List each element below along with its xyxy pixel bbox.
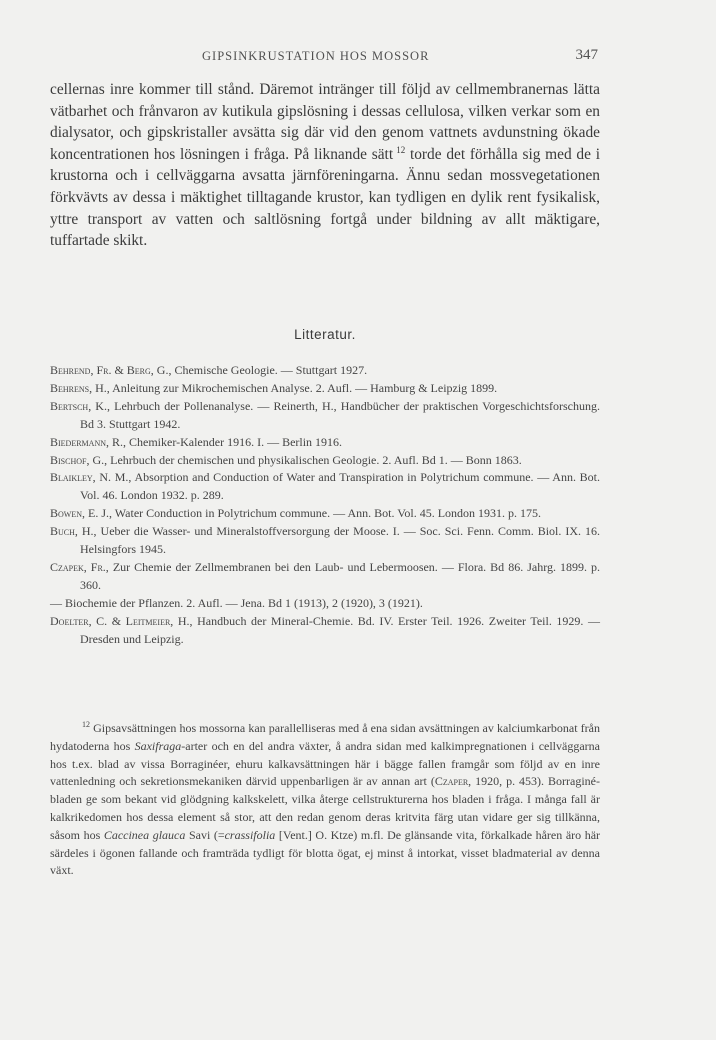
body-text-part-1: cellernas inre kommer till stånd. Däremot intränger till följd av cellmembranernas lätta vätbarhet och frånvaron av kutikula gipslösning i dessas cellulosa, vilken verkar som en dialysator, och gipskristaller avsätta sig där vid den genom vattnets avdunstning ökade koncentrationen hos lösningen i fråga. På liknande sätt	[50, 81, 600, 163]
reference-item	[50, 595, 600, 613]
page-header	[50, 49, 600, 69]
reference-item	[50, 398, 600, 434]
footnote-number: 12	[82, 720, 90, 729]
reference-text: Ueber die Wasser- und Mineralstoffversorgung der Moose. I. — Soc. Sci. Fenn. Comm. Biol. IX. 16. Helsingfors 1945.	[80, 524, 600, 557]
footnote-text: Gipsavsättningen hos mossorna kan parallelliseras med å ena sidan avsättningen av kalciumkarbonat från hydatoderna hos	[50, 721, 600, 753]
footnote-italic-genus: Saxifraga	[134, 738, 182, 753]
page-number: 347	[575, 47, 598, 63]
footnote	[50, 720, 600, 880]
reference-item	[50, 362, 600, 380]
reference-item	[50, 434, 600, 452]
reference-author: —	[50, 595, 62, 610]
reference-item	[50, 613, 600, 649]
reference-text: Chemiker-Kalender 1916. I. — Berlin 1916.	[129, 434, 343, 449]
reference-item	[50, 380, 600, 398]
section-title: Litteratur.	[294, 327, 356, 342]
reference-item	[50, 469, 600, 505]
reference-item	[50, 559, 600, 595]
reference-author: Buch, H.,	[50, 524, 97, 539]
reference-author: Czapek, Fr.,	[50, 559, 109, 574]
reference-author: Behrend, Fr. & Berg, G.,	[50, 363, 172, 377]
footnote-text: -arter och en del andra växter, å andra sidan med kalkimpregnationen i cellväggarna hos t.ex. blad av vissa Borraginéer, ehuru kalkavsättningen här i bägge fallen framgår som följd av en inre vattenledning och sekretionsmekaniken därvid uppenbarligen är av annan art (	[50, 738, 600, 789]
reference-author: Blaikley, N. M.,	[50, 470, 132, 485]
body-paragraph	[50, 79, 600, 252]
reference-text: Biochemie der Pflanzen. 2. Aufl. — Jena. Bd 1 (1913), 2 (1920), 3 (1921).	[65, 595, 423, 610]
reference-author: Bertsch, K.,	[50, 398, 110, 413]
reference-list	[50, 362, 600, 649]
footnote-text: [Vent.] O. Ktze) m.fl. De glänsande vita, förkalkade håren äro här särdeles i ögonen fallande och framträda tydligt för blotta ögat, ej minst å intorkat, visset bladmaterial av denna växt.	[50, 827, 601, 878]
footnote-text: , 1920, p. 453). Borraginé-bladen ge som bekant vid glödgning kalkskelett, vilka återge cellstrukturerna hos bladen i fråga. I många fall är kalkrikedomen hos dessa element så stor, att den redan genom deras kritvita färg utan vidare ger sig tillkänna, såsom hos	[50, 774, 600, 842]
running-title: GIPSINKRUSTATION HOS MOSSOR	[202, 49, 430, 63]
reference-text: Absorption and Conduction of Water and Transpiration in Polytrichum commune. — Ann. Bot. Vol. 46. London 1932. p. 289.	[80, 470, 600, 503]
reference-text: Anleitung zur Mikrochemischen Analyse. 2. Aufl. — Hamburg & Leipzig 1899.	[112, 380, 498, 395]
reference-text: Water Conduction in Polytrichum commune. — Ann. Bot. Vol. 45. London 1931. p. 175.	[114, 506, 542, 521]
reference-text: Zur Chemie der Zellmembranen bei den Laub- und Lebermoosen. — Flora. Bd 86. Jahrg. 1899. p. 360.	[80, 559, 601, 592]
footnote-author: Czaper	[434, 774, 469, 789]
reference-author: Bischof, G.,	[50, 452, 108, 467]
reference-author: Doelter, C. & Leitmeier, H.,	[50, 613, 193, 628]
reference-text: Lehrbuch der chemischen und physikalischen Geologie. 2. Aufl. Bd 1. — Bonn 1863.	[110, 452, 522, 467]
reference-item	[50, 505, 600, 523]
footnote-italic-synonym: crassifolia	[224, 827, 276, 842]
reference-author: Behrens, H.,	[50, 380, 110, 395]
body-text-part-2: torde det förhålla sig med de i krustorna och i cellväggarna avsatta järnföreningarna. Ännu sedan mossvegetationen förkvävts av dessa i mäktighet tilltagande krustor, kan tydligen en dylik rent fysikalisk, yttre transport av vatten och saltlösning fortgå under bildning av allt mäktigare, tuffartade skikt.	[50, 145, 600, 250]
footnote-reference: 12	[396, 144, 406, 155]
footnote-italic-species: Caccinea glauca	[103, 827, 186, 842]
footnote-text: Savi (=	[188, 827, 225, 842]
reference-author: Bowen, E. J.,	[50, 506, 112, 521]
reference-text: Handbuch der Mineral-Chemie. Bd. IV. Erster Teil. 1926. Zweiter Teil. 1929. — Dresden und Leipzig.	[80, 613, 601, 646]
reference-text: Chemische Geologie. — Stuttgart 1927.	[174, 363, 368, 377]
reference-text: Lehrbuch der Pollenanalyse. — Reinerth, H., Handbücher der praktischen Vorgeschichtsforschung. Bd 3. Stuttgart 1942.	[80, 398, 601, 431]
reference-author: Biedermann, R.,	[50, 434, 127, 449]
reference-item	[50, 452, 600, 470]
reference-item	[50, 523, 600, 559]
